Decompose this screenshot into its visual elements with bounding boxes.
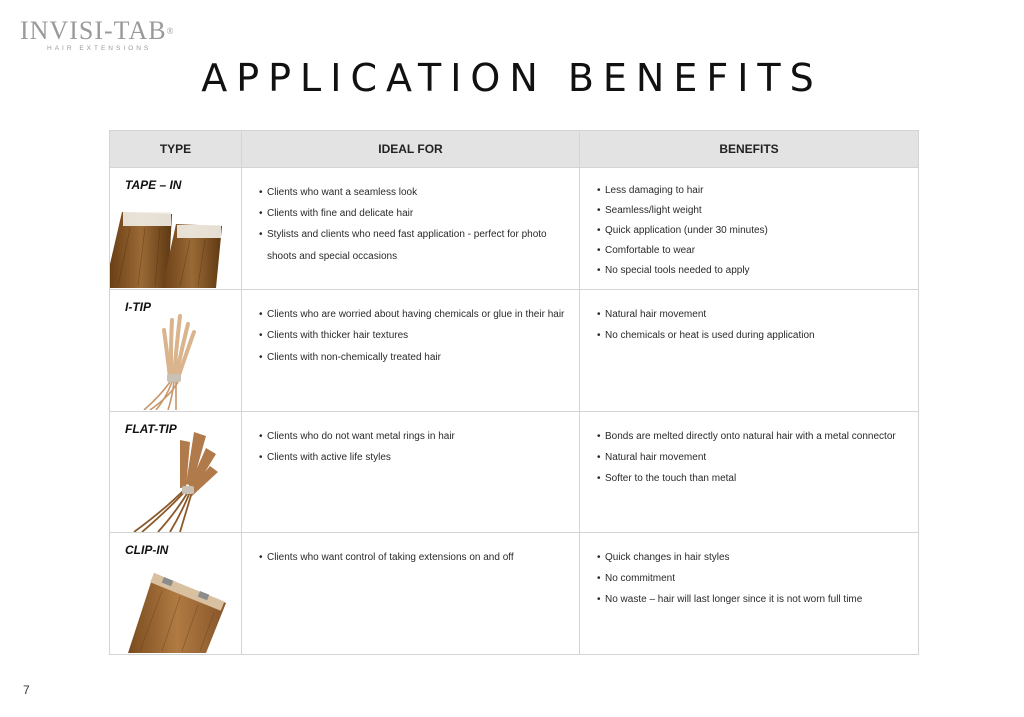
type-label: TAPE – IN (125, 178, 182, 192)
list-item: • Clients who want a seamless look (260, 182, 571, 203)
logo-registered-mark: ® (166, 26, 175, 36)
list-item: • Clients with fine and delicate hair (260, 203, 571, 224)
benefits-cell (580, 168, 919, 290)
benefits-cell (580, 533, 919, 655)
benefits-cell (580, 290, 919, 412)
ideal-for-cell (242, 168, 580, 290)
list-item: • Clients who want control of taking extensions on and off (260, 547, 571, 568)
list-item: • Clients with non-chemically treated hair (260, 346, 571, 370)
list-item: • No waste – hair will last longer since it is not worn full time (598, 589, 910, 610)
type-cell (110, 168, 242, 290)
type-cell (110, 412, 242, 533)
type-label: CLIP-IN (125, 543, 169, 557)
ideal-for-cell (242, 290, 580, 412)
type-label: FLAT-TIP (125, 422, 177, 436)
benefits-cell (580, 412, 919, 533)
table-row (110, 412, 919, 533)
header-ideal-for: IDEAL FOR (242, 131, 580, 168)
header-type: TYPE (110, 131, 242, 168)
ideal-for-cell (242, 412, 580, 533)
list-item: • Stylists and clients who need fast application - perfect for photo shoots and special occasions (260, 224, 571, 268)
list-item: • No commitment (598, 568, 910, 589)
list-item: • Seamless/light weight (598, 201, 910, 221)
type-cell (110, 533, 242, 655)
type-cell (110, 290, 242, 412)
list-item: • Bonds are melted directly onto natural hair with a metal connector (598, 426, 910, 447)
list-item: • Clients who do not want metal rings in hair (260, 426, 571, 447)
type-label: I-TIP (125, 300, 151, 314)
logo-wordmark: INVISI-TAB (20, 16, 167, 45)
benefits-table (109, 130, 919, 655)
page-number: 7 (23, 683, 30, 697)
table-row (110, 290, 919, 412)
list-item: • Natural hair movement (598, 304, 910, 325)
list-item: • Natural hair movement (598, 447, 910, 468)
list-item: • Quick application (under 30 minutes) (598, 221, 910, 241)
logo-tagline: HAIR EXTENSIONS (47, 45, 152, 52)
brand-logo (20, 16, 175, 52)
list-item: • Clients with active life styles (260, 447, 571, 468)
list-item: • Clients with thicker hair textures (260, 325, 571, 346)
list-item: • Less damaging to hair (598, 181, 910, 201)
page-title: APPLICATION BENEFITS (201, 56, 823, 100)
table-header-row (110, 131, 919, 168)
list-item: • Clients who are worried about having chemicals or glue in their hair (260, 304, 571, 325)
header-benefits: BENEFITS (580, 131, 919, 168)
list-item: • Comfortable to wear (598, 241, 910, 261)
table-row (110, 533, 919, 655)
list-item: • Softer to the touch than metal (598, 468, 910, 489)
list-item: • Quick changes in hair styles (598, 547, 910, 568)
list-item: • No chemicals or heat is used during application (598, 325, 910, 346)
list-item: • No special tools needed to apply (598, 261, 910, 281)
ideal-for-cell (242, 533, 580, 655)
table-row (110, 168, 919, 290)
